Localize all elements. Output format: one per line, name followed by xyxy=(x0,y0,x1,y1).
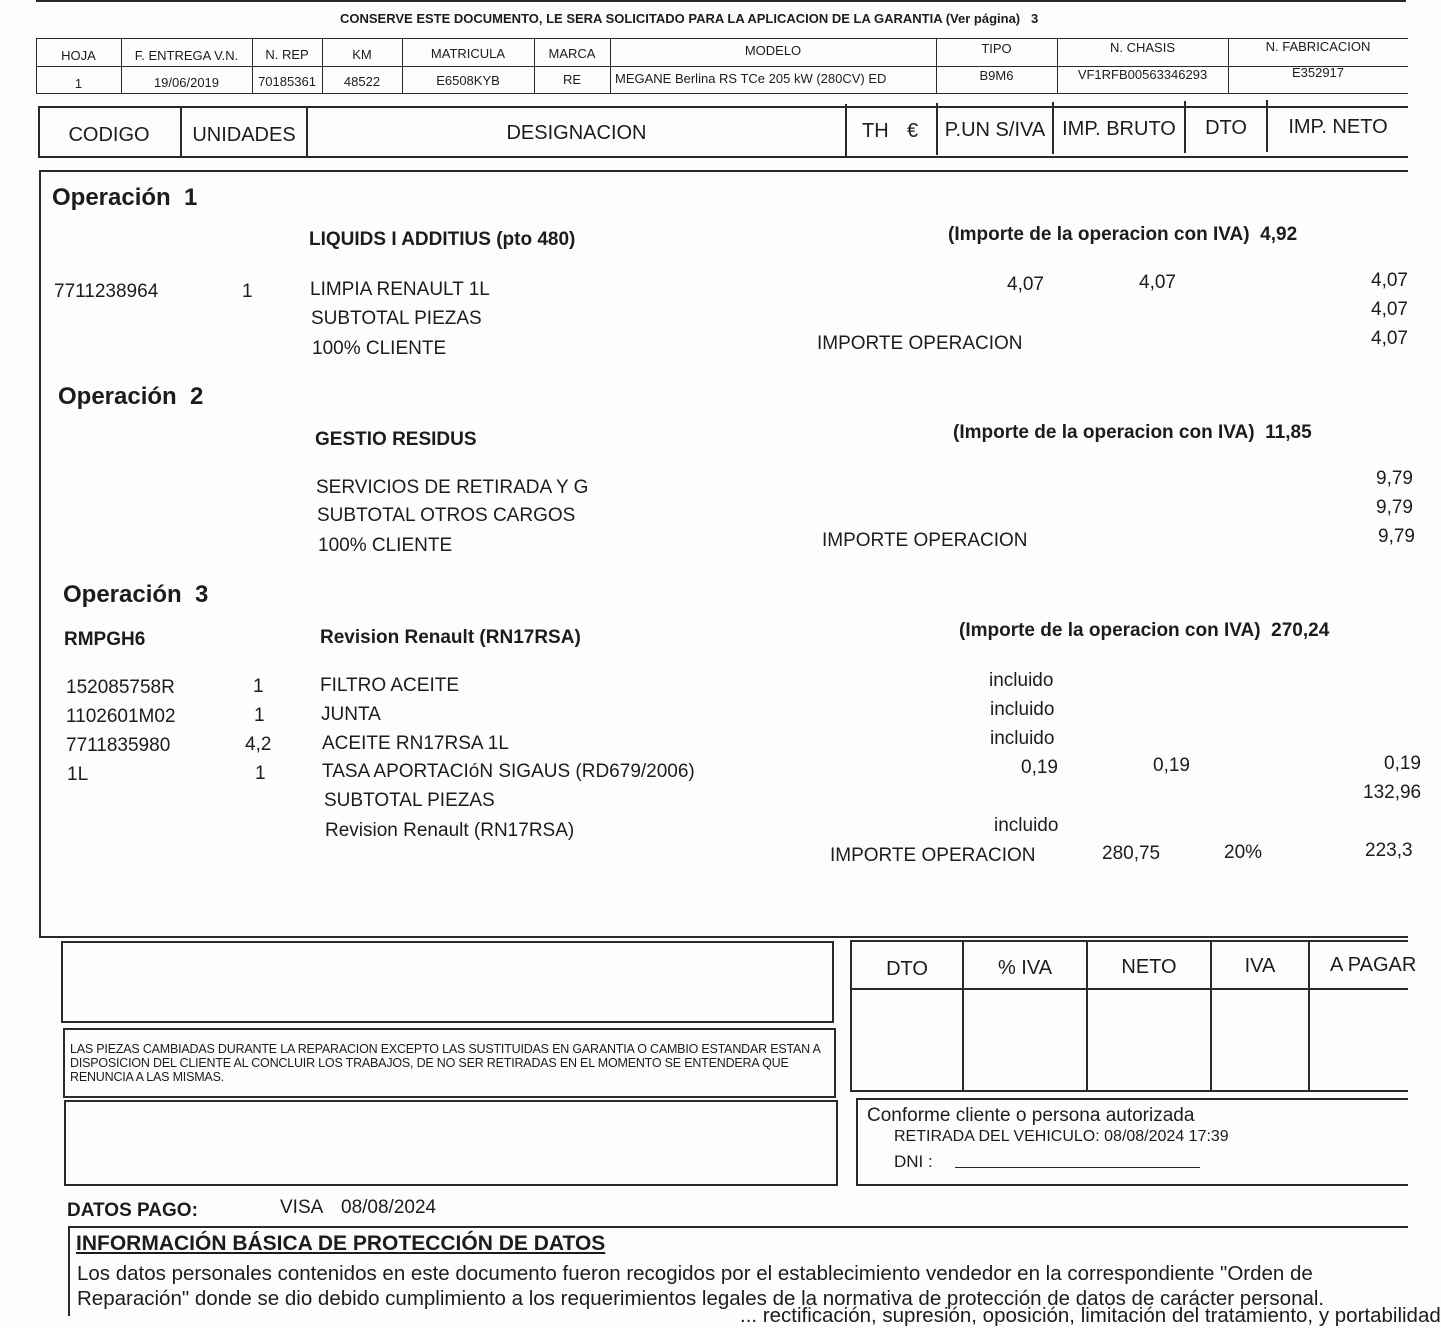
op1-line1-units: 1 xyxy=(242,281,253,302)
val-nrep: 70185361 xyxy=(258,74,316,89)
op3-line2-desc: JUNTA xyxy=(321,704,381,725)
guarantee-notice: CONSERVE ESTE DOCUMENTO, LE SERA SOLICITADO PARA LA APLICACION DE LA GARANTIA (Ver página) 3 xyxy=(340,11,1039,26)
col-pun: P.UN S/IVA xyxy=(944,119,1046,141)
operation-3-heading: Operación 3 xyxy=(63,581,209,608)
op1-cliente-label: 100% CLIENTE xyxy=(312,338,447,359)
hdr-modelo: MODELO xyxy=(744,43,802,58)
op3-line2-pun: incluido xyxy=(990,699,1055,720)
op1-subtotal-neto: 4,07 xyxy=(1371,299,1408,320)
op2-importe-neto: 9,79 xyxy=(1378,526,1415,547)
op3-line2-code: 1102601M02 xyxy=(66,706,176,727)
col-designacion: DESIGNACION xyxy=(506,122,647,144)
val-marca: RE xyxy=(562,72,582,87)
col-unidades: UNIDADES xyxy=(192,124,296,146)
operation-1-heading: Operación 1 xyxy=(52,184,198,211)
hdr-chasis: N. CHASIS xyxy=(1109,40,1175,55)
col-imp-bruto: IMP. BRUTO xyxy=(1062,118,1176,140)
val-fecha-entrega: 19/06/2019 xyxy=(153,75,220,90)
col-th: TH xyxy=(862,120,889,142)
top-rule xyxy=(36,0,1406,2)
op1-line1-code: 7711238964 xyxy=(54,281,159,302)
op3-line2-units: 1 xyxy=(254,705,265,726)
operation-2-title: GESTIO RESIDUS xyxy=(315,429,477,450)
hdr-km: KM xyxy=(352,47,372,62)
op3-revision-pun: incluido xyxy=(994,815,1059,836)
col-euro: € xyxy=(907,120,919,142)
operation-2-heading: Operación 2 xyxy=(58,383,204,410)
op3-line1-pun: incluido xyxy=(989,670,1054,691)
op3-importe-label: IMPORTE OPERACION xyxy=(830,845,1036,866)
op3-line1-desc: FILTRO ACEITE xyxy=(320,675,460,696)
op2-subtotal-label: SUBTOTAL OTROS CARGOS xyxy=(317,505,576,526)
op3-line3-desc: ACEITE RN17RSA 1L xyxy=(322,733,509,754)
op2-cliente-label: 100% CLIENTE xyxy=(318,535,453,556)
totals-hdr-dto: DTO xyxy=(886,958,928,980)
op3-importe-dto: 20% xyxy=(1224,842,1263,863)
totals-header-divider xyxy=(850,988,1408,990)
op3-line4-neto: 0,19 xyxy=(1384,753,1421,774)
op1-line1-desc: LIMPIA RENAULT 1L xyxy=(310,279,490,300)
disclaimer-text: LAS PIEZAS CAMBIADAS DURANTE LA REPARACION EXCEPTO LAS SUSTITUIDAS EN GARANTIA O CAMBIO ESTANDAR ESTAN A DISPOSICION DEL CLIENTE AL CONCLUIR LOS TRABAJOS, DE NO SER RETIRADAS EN EL MOMENTO SE ENTENDERA QUE RENUNCIA A LAS MISMAS. xyxy=(70,1042,820,1084)
hdr-fecha-entrega: F. ENTREGA V.N. xyxy=(134,48,239,63)
op3-line3-units: 4,2 xyxy=(245,734,272,755)
op2-line1-neto: 9,79 xyxy=(1376,468,1413,489)
totals-hdr-iva-pct: % IVA xyxy=(997,957,1053,979)
col-imp-neto: IMP. NETO xyxy=(1288,116,1388,138)
val-hoja: 1 xyxy=(74,76,83,91)
val-km: 48522 xyxy=(343,74,381,89)
op1-importe-neto: 4,07 xyxy=(1371,328,1408,349)
op3-revision-label: Revision Renault (RN17RSA) xyxy=(325,820,575,841)
payment-label: DATOS PAGO: xyxy=(67,1200,198,1221)
val-fabricacion: E352917 xyxy=(1291,65,1345,80)
payment-date: 08/08/2024 xyxy=(341,1197,437,1218)
pickup-info: RETIRADA DEL VEHICULO: 08/08/2024 17:39 xyxy=(894,1128,1229,1145)
op2-subtotal-neto: 9,79 xyxy=(1376,497,1413,518)
totals-hdr-iva: IVA xyxy=(1244,955,1276,977)
operation-1-iva: (Importe de la operacion con IVA) 4,92 xyxy=(948,224,1298,245)
privacy-line2: Reparación" donde se dio debido cumplimiento a los requerimientos legales de la normativa de protección de datos de carácter personal. xyxy=(77,1287,1325,1310)
op3-subtotal-neto: 132,96 xyxy=(1363,782,1422,803)
totals-hdr-a-pagar: A PAGAR xyxy=(1330,954,1417,976)
val-modelo: MEGANE Berlina RS TCe 205 kW (280CV) ED xyxy=(615,71,887,86)
hdr-marca: MARCA xyxy=(548,46,596,61)
privacy-title: INFORMACIÓN BÁSICA DE PROTECCIÓN DE DATOS xyxy=(76,1232,606,1255)
hdr-tipo: TIPO xyxy=(981,41,1012,56)
op1-line1-neto: 4,07 xyxy=(1371,270,1408,291)
privacy-line1: Los datos personales contenidos en este documento fueron recogidos por el establecimiento vendedor en la correspondiente "Orden de xyxy=(77,1262,1313,1285)
privacy-line3: ... rectificación, supresión, oposición, limitación del tratamiento, y portabilidad xyxy=(740,1304,1441,1327)
op3-line4-bruto: 0,19 xyxy=(1153,755,1190,776)
notes-box xyxy=(61,941,834,1023)
operation-1-title: LIQUIDS I ADDITIUS (pto 480) xyxy=(309,229,576,250)
payment-method: VISA xyxy=(280,1197,324,1218)
op3-importe-neto: 223,3 xyxy=(1365,840,1413,861)
col-codigo: CODIGO xyxy=(68,124,150,146)
dni-label: DNI : xyxy=(894,1152,933,1171)
op3-line3-pun: incluido xyxy=(990,728,1055,749)
operation-3-iva: (Importe de la operacion con IVA) 270,24 xyxy=(959,620,1330,641)
dni-signature-line xyxy=(955,1167,1200,1168)
op3-line3-code: 7711835980 xyxy=(66,735,171,756)
hdr-hoja: HOJA xyxy=(61,48,96,63)
operation-3-group-code: RMPGH6 xyxy=(64,629,146,650)
op2-line1-desc: SERVICIOS DE RETIRADA Y G xyxy=(316,477,589,498)
op3-line4-code: 1L xyxy=(67,764,89,785)
signature-line1: Conforme cliente o persona autorizada xyxy=(867,1105,1195,1126)
op3-line1-units: 1 xyxy=(253,676,264,697)
operation-2-iva: (Importe de la operacion con IVA) 11,85 xyxy=(953,422,1312,443)
op2-importe-label: IMPORTE OPERACION xyxy=(822,530,1028,551)
val-chasis: VF1RFB00563346293 xyxy=(1077,67,1208,82)
hdr-fabricacion: N. FABRICACION xyxy=(1265,39,1371,54)
hdr-matricula: MATRICULA xyxy=(430,46,506,61)
op1-line1-bruto: 4,07 xyxy=(1139,272,1176,293)
op3-line4-desc: TASA APORTACIóN SIGAUS (RD679/2006) xyxy=(322,761,695,782)
col-dto: DTO xyxy=(1205,117,1247,139)
op1-line1-pun: 4,07 xyxy=(1007,274,1044,295)
op1-importe-label: IMPORTE OPERACION xyxy=(817,333,1023,354)
operation-3-title: Revision Renault (RN17RSA) xyxy=(320,627,581,648)
val-tipo: B9M6 xyxy=(979,68,1014,83)
totals-hdr-neto: NETO xyxy=(1121,956,1177,978)
blank-box xyxy=(64,1100,838,1186)
col-sep xyxy=(845,104,847,156)
hdr-nrep: N. REP xyxy=(265,47,309,62)
col-sep xyxy=(1308,940,1310,1092)
op3-line4-units: 1 xyxy=(255,763,266,784)
op3-line1-code: 152085758R xyxy=(66,677,175,698)
val-matricula: E6508KYB xyxy=(436,73,500,88)
op3-importe-bruto: 280,75 xyxy=(1102,843,1161,864)
op1-subtotal-label: SUBTOTAL PIEZAS xyxy=(311,308,482,329)
op3-subtotal-label: SUBTOTAL PIEZAS xyxy=(324,790,495,811)
op3-line4-pun: 0,19 xyxy=(1021,757,1058,778)
